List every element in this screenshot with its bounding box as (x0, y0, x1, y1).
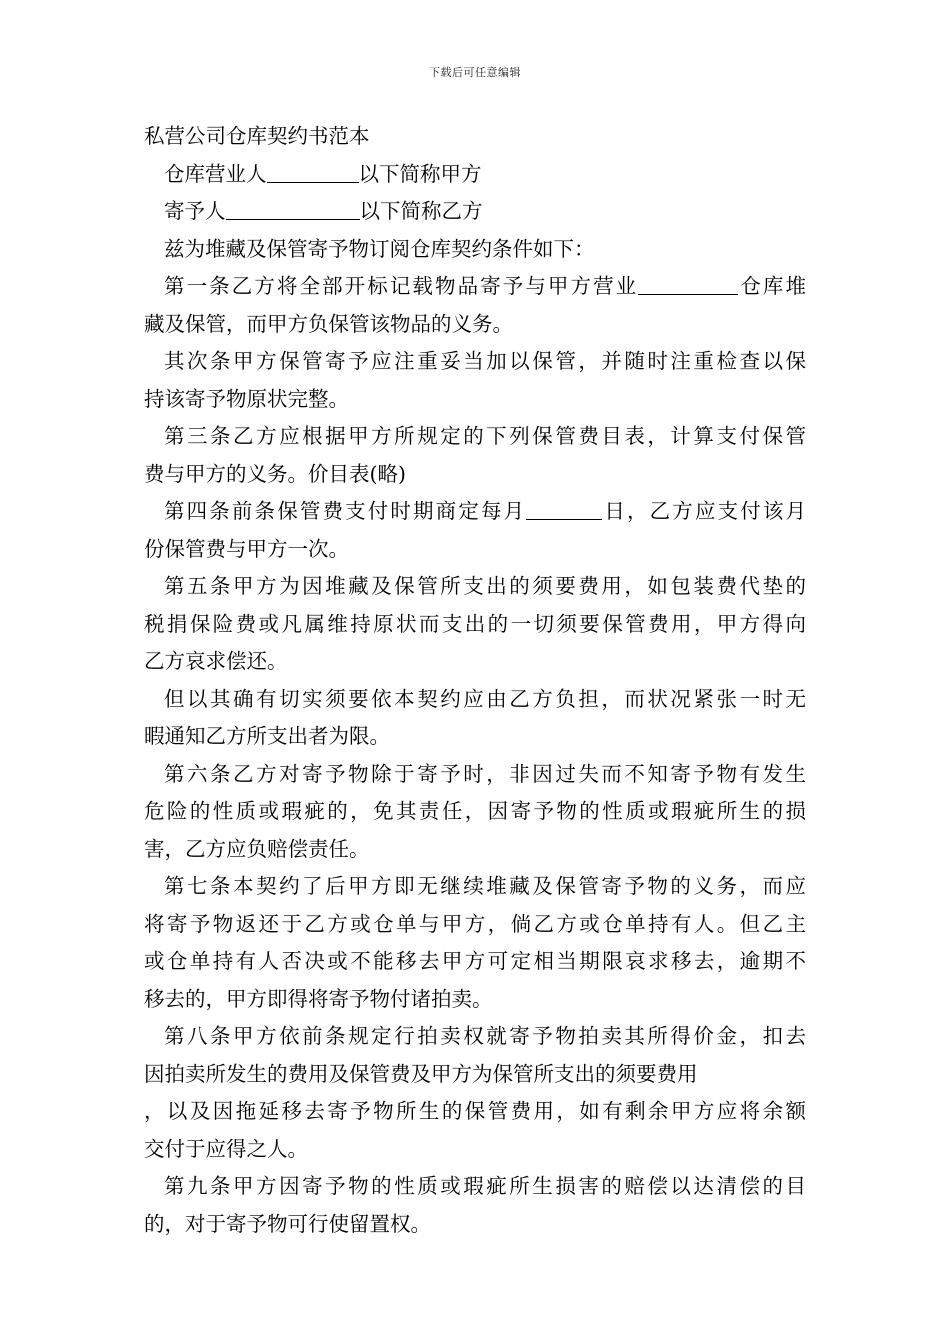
party-a-suffix: 以下简称甲方 (358, 161, 482, 186)
contract-document (144, 118, 806, 1243)
article9-line2: 的，对于寄予物可行使留置权。 (144, 1211, 431, 1236)
article1-blank (638, 274, 738, 296)
party-b-suffix: 以下简称乙方 (359, 199, 483, 223)
intro-line: 兹为堆藏及保管寄予物订阅仓库契约条件如下： (164, 236, 595, 261)
party-a-prefix: 仓库营业人 (164, 161, 267, 186)
article3-line2: 费与甲方的义务。价目表(略) (144, 461, 406, 486)
article4-blank (526, 499, 602, 521)
article8-line1: 第八条甲方依前条规定行拍卖权就寄予物拍卖其所得价金，扣去 (164, 1024, 806, 1048)
article1-line2: 藏及保管，而甲方负保管该物品的义务。 (144, 311, 513, 336)
article5-line3: 乙方哀求偿还。 (144, 649, 288, 673)
article5-line1: 第五条甲方为因堆藏及保管所支出的须要费用，如包装费代垫的 (164, 574, 806, 598)
article1-line1 (144, 268, 806, 306)
article4-line1 (144, 493, 806, 531)
proviso-line2: 暇通知乙方所支出者为限。 (144, 724, 390, 748)
article7-line2: 将寄予物返还于乙方或仓单与甲方，倘乙方或仓单持有人。但乙主 (144, 911, 806, 936)
article8-line2: 因拍卖所发生的费用及保管费及甲方为保管所支出的须要费用 (144, 1061, 698, 1086)
article7-line1: 第七条本契约了后甲方即无继续堆藏及保管寄予物的义务，而应 (164, 874, 806, 898)
party-b-line (144, 193, 806, 231)
proviso-line1: 但以其确有切实须要依本契约应由乙方负担，而状况紧张一时无 (164, 686, 806, 711)
article3-line1: 第三条乙方应根据甲方所规定的下列保管费目表，计算支付保管 (164, 424, 806, 448)
page-header: 下载后可任意编辑 (429, 66, 521, 79)
document-title: 私营公司仓库契约书范本 (144, 124, 370, 148)
article1-text-b: 仓库堆 (738, 274, 806, 298)
article7-line3: 或仓单持有人否决或不能移去甲方可定相当期限哀求移去，逾期不 (144, 949, 806, 973)
article8-line3: ，以及因拖延移去寄予物所生的保管费用，如有剩余甲方应将余额 (144, 1099, 806, 1123)
article4-text-a: 第四条前条保管费支付时期商定每月 (164, 499, 527, 523)
party-b-blank (226, 199, 360, 221)
party-a-line (144, 156, 806, 194)
article2-line2: 持该寄予物原状完整。 (144, 386, 349, 411)
article6-line2: 危险的性质或瑕疵的，免其责任，因寄予物的性质或瑕疵所生的损 (144, 799, 806, 823)
article4-line2: 份保管费与甲方一次。 (144, 536, 349, 561)
article4-text-b: 日，乙方应支付该月 (602, 499, 807, 523)
article1-text-a: 第一条乙方将全部开标记载物品寄予与甲方营业 (164, 274, 639, 298)
article6-line3: 害，乙方应负赔偿责任。 (144, 836, 370, 861)
article5-line2: 税捐保险费或凡属维持原状而支出的一切须要保管费用，甲方得向 (144, 611, 806, 636)
party-b-prefix: 寄予人 (164, 199, 226, 223)
article8-line4: 交付于应得之人。 (144, 1136, 308, 1161)
article2-line1: 其次条甲方保管寄予应注重妥当加以保管，并随时注重检查以保 (164, 349, 806, 373)
party-a-blank (267, 161, 359, 183)
article9-line1: 第九条甲方因寄予物的性质或瑕疵所生损害的赔偿以达清偿的目 (164, 1174, 806, 1198)
article6-line1: 第六条乙方对寄予物除于寄予时，非因过失而不知寄予物有发生 (164, 761, 806, 786)
article7-line4: 移去的，甲方即得将寄予物付诸拍卖。 (144, 986, 493, 1011)
